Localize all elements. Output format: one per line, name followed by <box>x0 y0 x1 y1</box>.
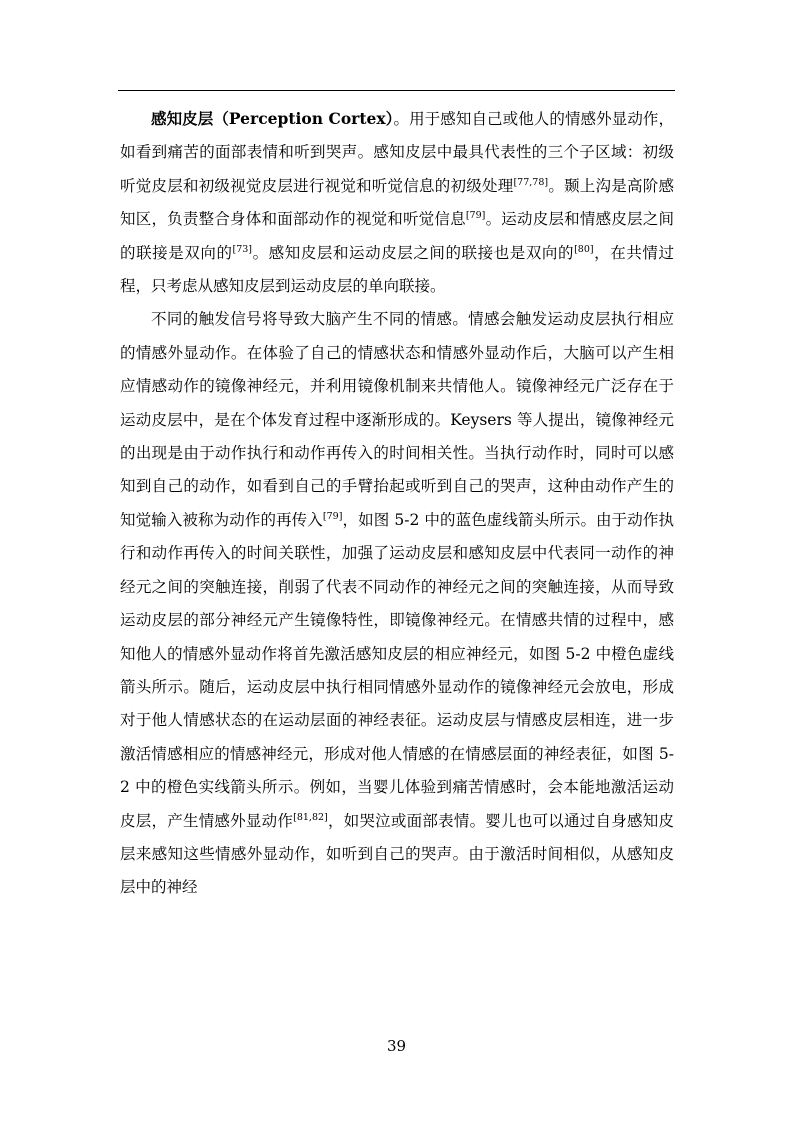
citation: [81,82] <box>293 811 328 823</box>
text-span: ，在共情过程，只考虑从感知皮层到运动皮层的单向联接。 <box>120 243 674 296</box>
citation: [79] <box>322 510 343 522</box>
text-span: 。用于感知自己或他人的情感外显动作，如看到痛苦的面部表情和听到哭声。感知皮层中最具代表性的三个子区域：初级听觉皮层和初级视觉皮层进行视觉和听觉信息的初级处理 <box>120 110 674 195</box>
body-text <box>120 102 674 905</box>
header-rule <box>118 90 675 91</box>
term-perception-cortex: 感知皮层（Perception Cortex） <box>151 109 394 128</box>
text-span: 。运动皮层和情感皮层之间的联接是双向的 <box>120 210 674 262</box>
text-span: ，如哭泣或面部表情。婴儿也可以通过自身感知皮层来感知这些情感外显动作，如听到自己的哭声。由于激活时间相似，从感知皮层中的神经 <box>120 811 674 897</box>
page-number: 39 <box>386 1037 407 1055</box>
text-span: ，如图 5-2 中的蓝色虚线箭头所示。由于动作执行和动作再传入的时间关联性，加强了运动皮层和感知皮层中代表同一动作的神经元之间的突触连接，削弱了代表不同动作的神经元之间的突触连接，从而导致运动皮层的部分神经元产生镜像特性，即镜像神经元。在情感共情的过程中，感知他人的情感外显动作将首先激活感知皮层的相应神经元，如图 5-2 中橙色虚线箭头所示。随后，运动皮层中执行相同情感外显动作的镜像神经元会放电，形成对于他人情感状态的在运动层面的神经表征。运动皮层与情感皮层相连，进一步激活情感相应的情感神经元，形成对他人情感的在情感层面的神经表征，如图 5-2 中的橙色实线箭头所示。例如，当婴儿体验到痛苦情感时，会本能地激活运动皮层，产生情感外显动作 <box>120 510 674 830</box>
text-span: 。感知皮层和运动皮层之间的联接也是双向的 <box>252 243 575 262</box>
paragraph-mirror-neurons <box>120 303 674 904</box>
text-span: 不同的触发信号将导致大脑产生不同的情感。情感会触发运动皮层执行相应的情感外显动作。在体验了自己的情感状态和情感外显动作后，大脑可以产生相应情感动作的镜像神经元，并利用镜像机制来共情他人。镜像神经元广泛存在于运动皮层中，是在个体发育过程中逐渐形成的。Keysers 等人提出，镜像神经元的出现是由于动作执行和动作再传入的时间相关性。当执行动作时，同时可以感知到自己的动作，如看到自己的手臂抬起或听到自己的哭声，这种由动作产生的知觉输入被称为动作的再传入 <box>120 310 674 529</box>
citation: [73] <box>232 243 253 255</box>
paragraph-perception-cortex <box>120 102 674 303</box>
text-span: 。颞上沟是高阶感知区，负责整合身体和面部动作的视觉和听觉信息 <box>120 176 674 229</box>
citation: [80] <box>574 243 594 255</box>
citation: [79] <box>465 210 486 222</box>
citation: [77,78] <box>513 176 549 188</box>
